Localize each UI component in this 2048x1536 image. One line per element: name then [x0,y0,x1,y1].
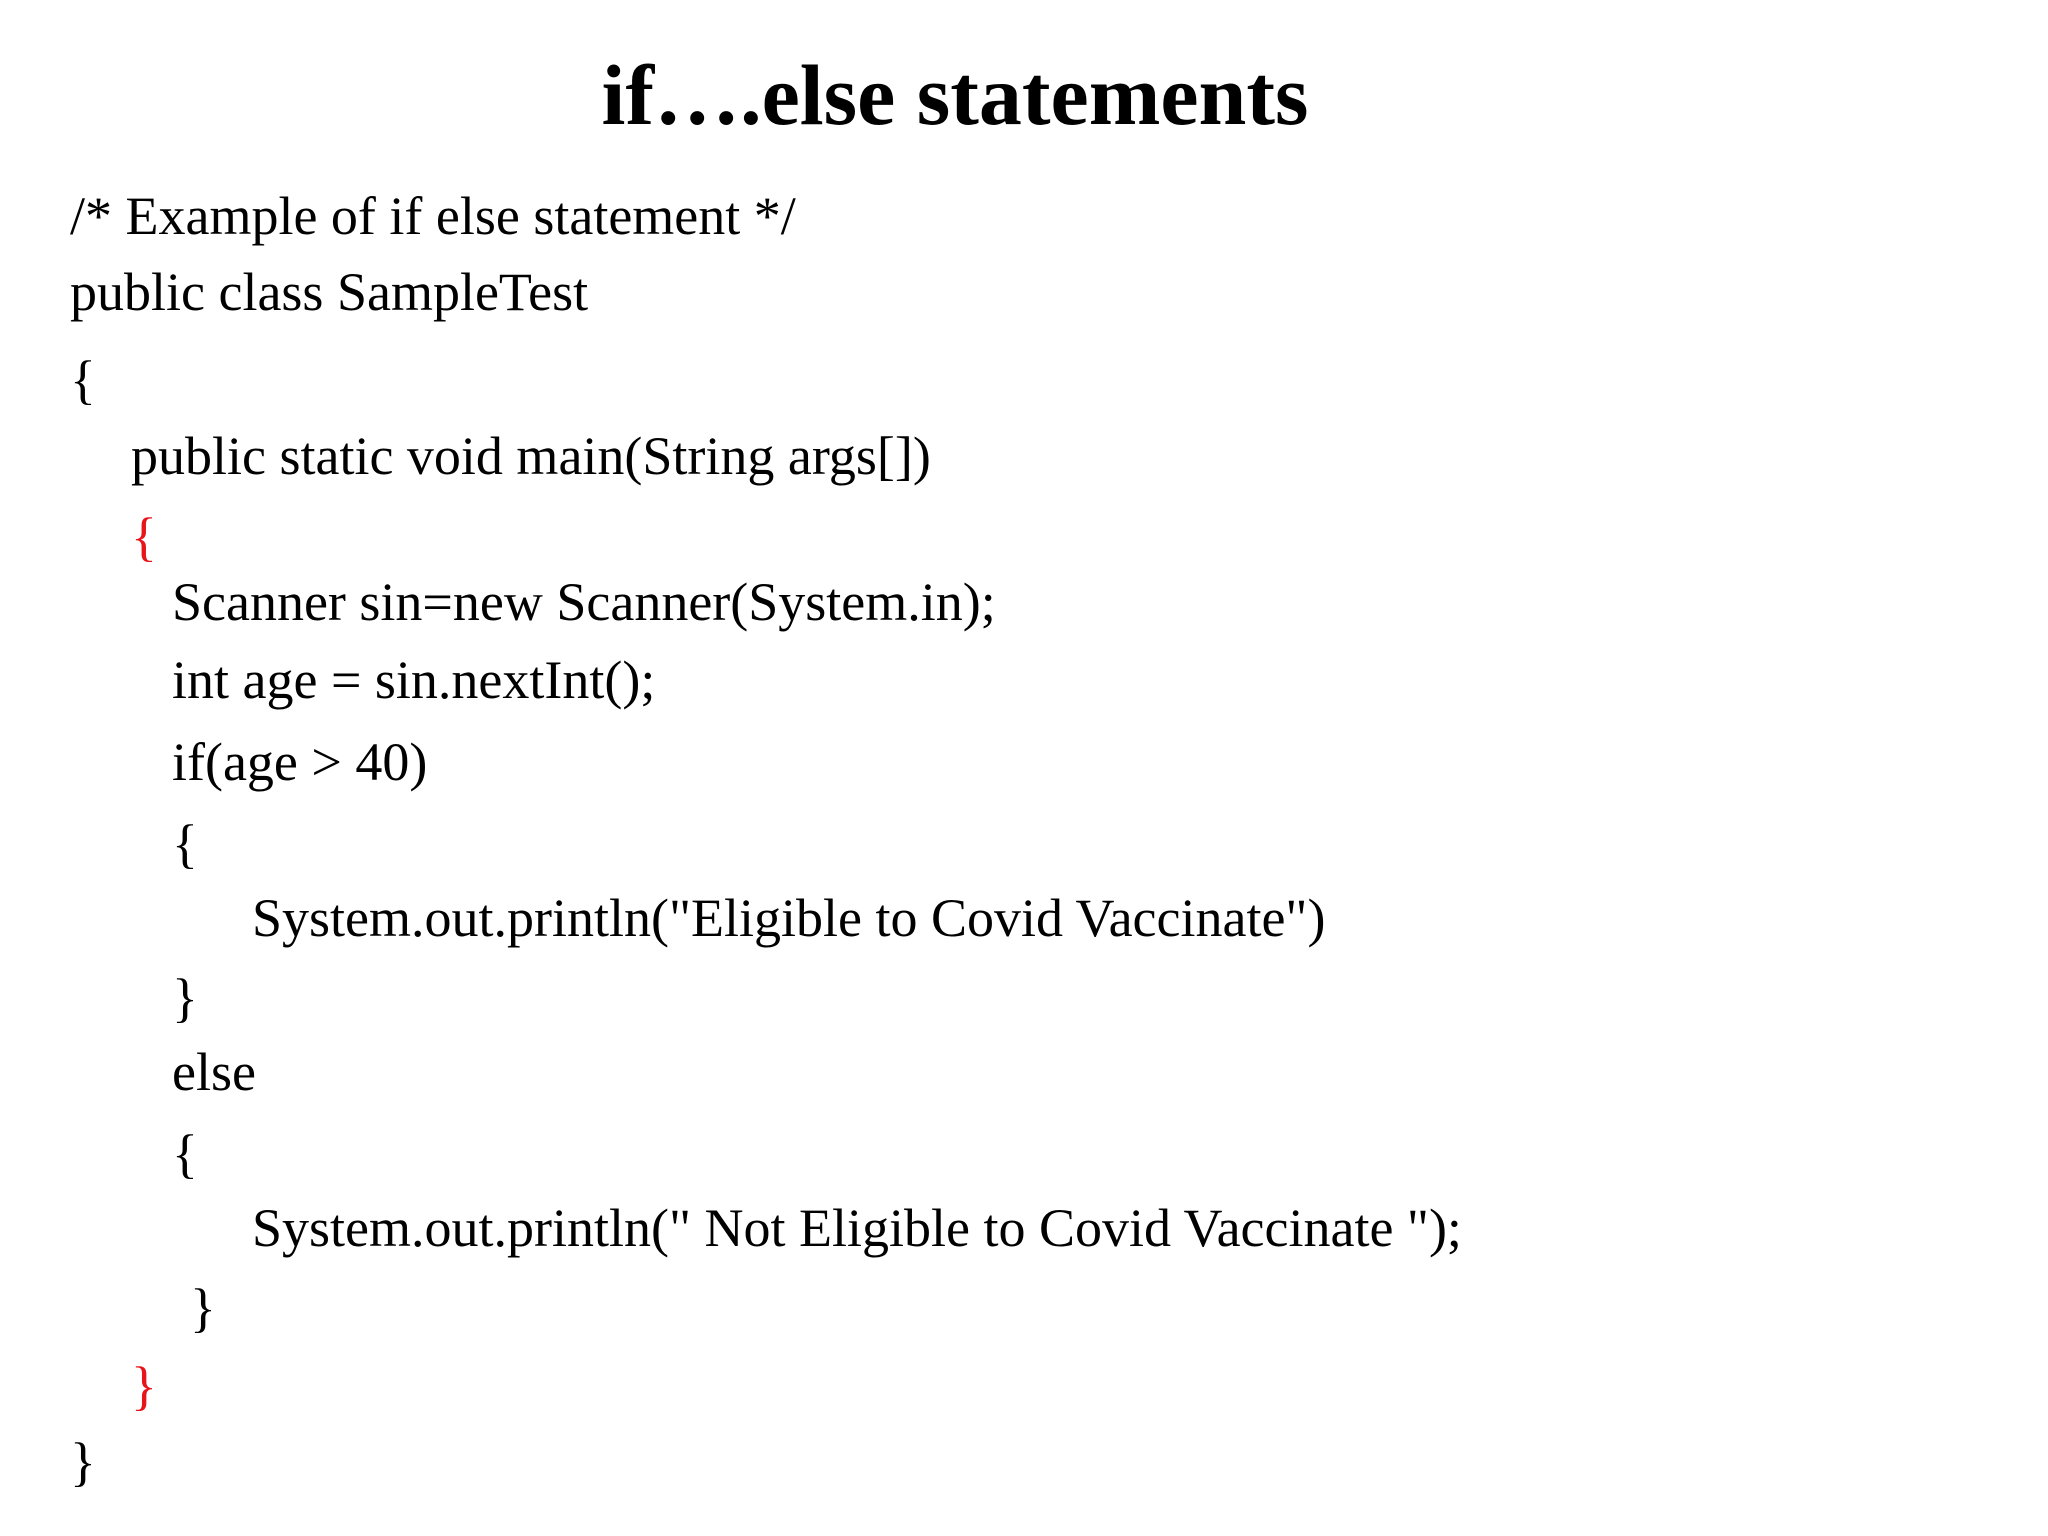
code-line-else-open-brace: { [172,1124,198,1184]
code-line-class-open-brace: { [70,350,96,410]
code-line-class-declaration: public class SampleTest [70,262,589,322]
code-line-if-close-brace: } [172,968,198,1028]
code-line-class-close-brace: } [70,1432,96,1492]
code-line-scanner: Scanner sin=new Scanner(System.in); [172,572,996,632]
code-line-println-eligible: System.out.println("Eligible to Covid Vaccinate") [252,888,1326,948]
slide-title: if….else statements [601,47,1309,143]
code-line-println-not-eligible: System.out.println(" Not Eligible to Covid Vaccinate "); [252,1198,1462,1258]
code-line-else: else [172,1042,256,1102]
code-line-int-age: int age = sin.nextInt(); [172,650,656,710]
code-line-comment: /* Example of if else statement */ [70,186,796,246]
code-line-main-declaration: public static void main(String args[]) [131,426,931,486]
code-line-if-condition: if(age > 40) [172,732,428,792]
code-line-main-open-brace: { [131,507,157,567]
code-line-if-open-brace: { [172,814,198,874]
code-line-main-close-brace: } [131,1356,157,1416]
code-line-else-close-brace: } [190,1278,216,1338]
